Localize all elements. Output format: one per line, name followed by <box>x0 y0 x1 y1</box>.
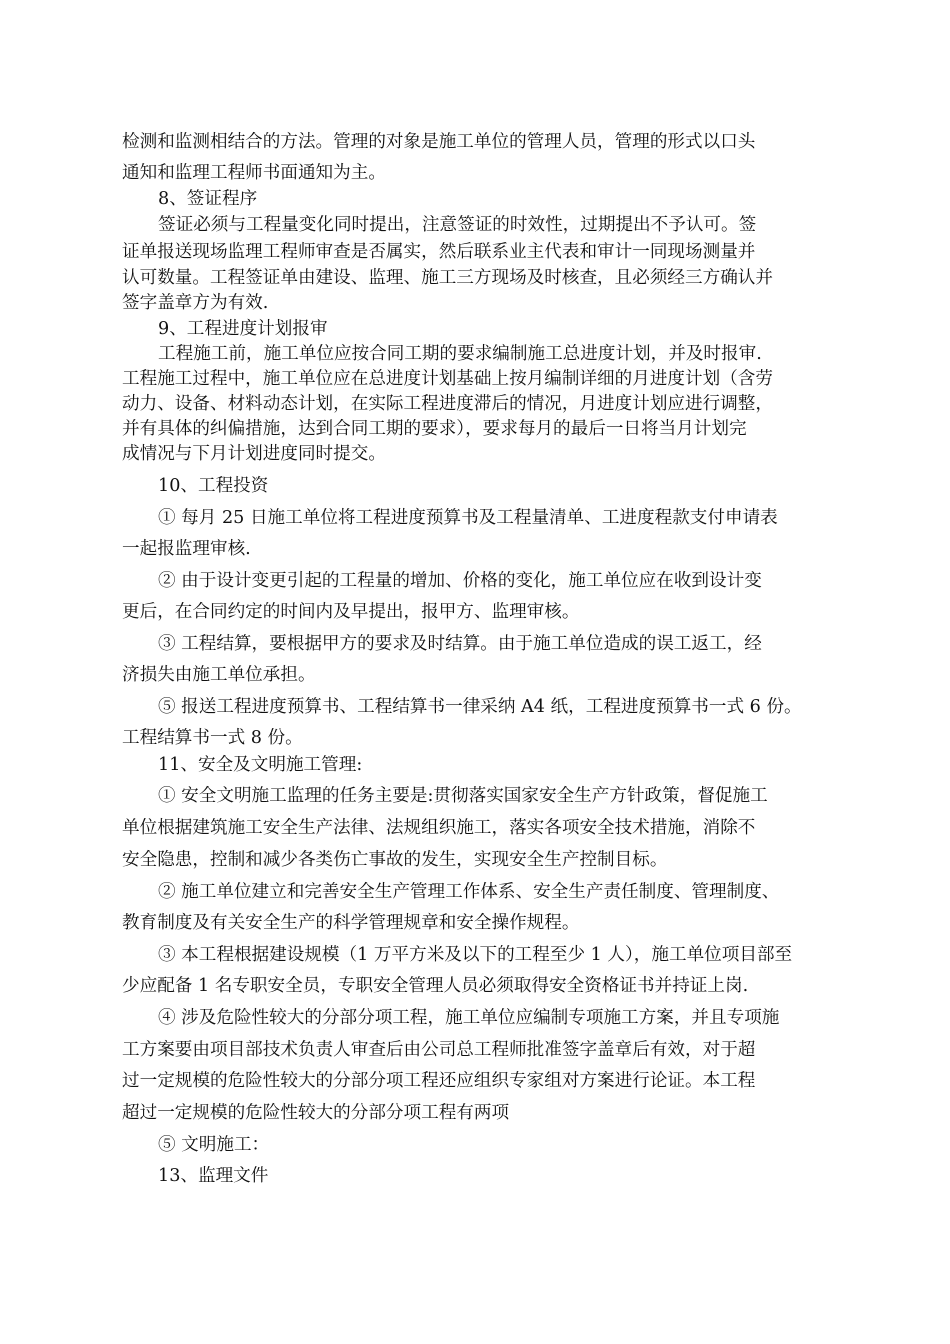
section-heading: 8、签证程序 <box>158 189 258 209</box>
list-item: ③ 本工程根据建设规模（1 万平方米及以下的工程至少 1 人），施工单位项目部至 <box>158 945 793 965</box>
text-line: 签证必须与工程量变化同时提出，注意签证的时效性，过期提出不予认可。签 <box>158 215 757 235</box>
text-line: 并有具体的纠偏措施，达到合同工期的要求），要求每月的最后一日将当月计划完 <box>122 419 747 439</box>
text-line: 工程施工前，施工单位应按合同工期的要求编制施工总进度计划，并及时报审. <box>158 344 762 364</box>
list-item: ② 施工单位建立和完善安全生产管理工作体系、安全生产责任制度、管理制度、 <box>158 882 780 902</box>
text-line: 教育制度及有关安全生产的科学管理规章和安全操作规程。 <box>122 913 580 933</box>
text-line: 检测和监测相结合的方法。管理的对象是施工单位的管理人员，管理的形式以口头 <box>122 132 756 152</box>
text-line: 一起报监理审核. <box>122 539 251 559</box>
list-item: ⑤ 报送工程进度预算书、工程结算书一律采纳 A4 纸，工程进度预算书一式 6 份。 <box>158 697 802 717</box>
list-item: ④ 涉及危险性较大的分部分项工程，施工单位应编制专项施工方案，并且专项施 <box>158 1008 780 1028</box>
text-line: 工程施工过程中，施工单位应在总进度计划基础上按月编制详细的月进度计划（含劳 <box>122 369 773 389</box>
text-line: 通知和监理工程师书面通知为主。 <box>122 163 386 183</box>
list-item: ① 安全文明施工监理的任务主要是:贯彻落实国家安全生产方针政策，督促施工 <box>158 786 768 806</box>
list-item: ③ 工程结算，要根据甲方的要求及时结算。由于施工单位造成的误工返工，经 <box>158 634 762 654</box>
list-item: ⑤ 文明施工： <box>158 1135 270 1155</box>
section-heading: 10、工程投资 <box>158 476 269 496</box>
list-item: ① 每月 25 日施工单位将工程进度预算书及工程量清单、工进度程款支付申请表 <box>158 508 778 528</box>
text-line: 安全隐患，控制和减少各类伤亡事故的发生，实现安全生产控制目标。 <box>122 850 668 870</box>
text-line: 认可数量。工程签证单由建设、监理、施工三方现场及时核查，且必须经三方确认并 <box>122 268 773 288</box>
text-line: 动力、设备、材料动态计划，在实际工程进度滞后的情况，月进度计划应进行调整， <box>122 394 773 414</box>
list-item: ② 由于设计变更引起的工程量的增加、价格的变化，施工单位应在收到设计变 <box>158 571 762 591</box>
section-heading: 11、安全及文明施工管理: <box>158 755 363 775</box>
text-line: 工方案要由项目部技术负责人审查后由公司总工程师批准签字盖章后有效，对于超 <box>122 1040 756 1060</box>
section-heading: 13、监理文件 <box>158 1166 269 1186</box>
section-heading: 9、工程进度计划报审 <box>158 319 328 339</box>
text-line: 签字盖章方为有效. <box>122 293 269 313</box>
text-line: 工程结算书一式 8 份。 <box>122 728 303 748</box>
text-line: 成情况与下月计划进度同时提交。 <box>122 444 386 464</box>
text-line: 济损失由施工单位承担。 <box>122 665 316 685</box>
text-line: 证单报送现场监理工程师审查是否属实，然后联系业主代表和审计一同现场测量并 <box>122 242 756 262</box>
text-line: 超过一定规模的危险性较大的分部分项工程有两项 <box>122 1103 510 1123</box>
text-line: 单位根据建筑施工安全生产法律、法规组织施工，落实各项安全技术措施，消除不 <box>122 818 756 838</box>
text-line: 更后，在合同约定的时间内及早提出，报甲方、监理审核。 <box>122 602 580 622</box>
text-line: 少应配备 1 名专职安全员，专职安全管理人员必须取得安全资格证书并持证上岗. <box>122 976 749 996</box>
text-line: 过一定规模的危险性较大的分部分项工程还应组织专家组对方案进行论证。本工程 <box>122 1071 756 1091</box>
